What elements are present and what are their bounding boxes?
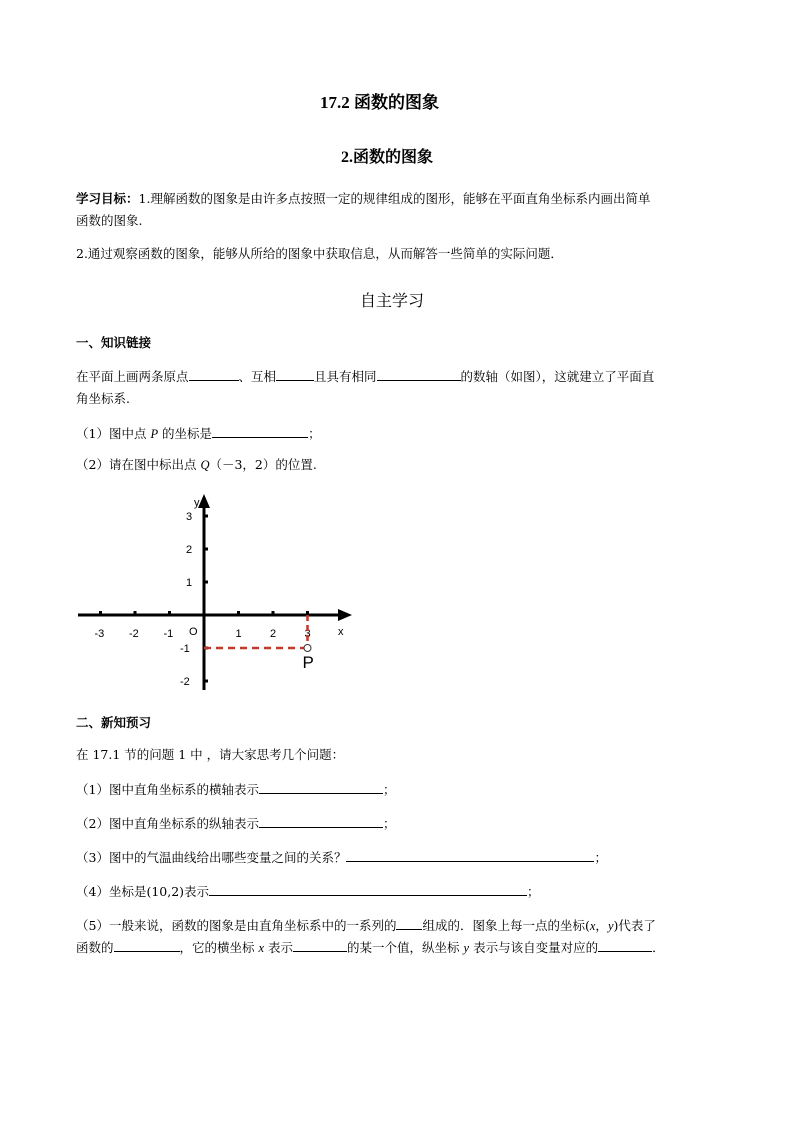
part2-question-3 [76,848,607,866]
text-segment: 的数轴（如图），这就建立了平面直 [460,369,655,384]
learning-goal-1-text: 1.理解函数的图象是由许多点按照一定的规律组成的图形，能够在平面直角坐标系内画出简单 [138,191,651,206]
part2-heading: 二、新知预习 [76,715,152,730]
page-title: 17.2 函数的图象 [320,93,439,112]
text-segment: （1）图中直角坐标系的横轴表示 [76,782,259,797]
x-tick-label: -1 [163,628,174,640]
coordinate-graph[interactable] [70,490,370,695]
var-x: x [258,941,265,955]
x-tick-label: 3 [304,628,311,640]
x-tick-label: 1 [235,628,242,640]
text-segment: 表示 [264,940,294,955]
text-segment: 、互相 [238,369,277,384]
text-segment: （5）一般来说，函数的图象是由直角坐标系中的一系列的 [76,918,397,933]
text-segment: ，它的横坐标 [179,940,259,955]
answer-blank[interactable] [293,939,347,952]
x-tick-label: -2 [129,628,139,640]
var-y: y [607,919,614,933]
learning-goal-1-cont: 函数的图象. [76,213,143,228]
section-title: 自主学习 [360,291,425,310]
point-q-var: Q [200,458,210,472]
answer-blank[interactable] [209,883,527,896]
y-tick-label: 3 [186,511,193,523]
text-segment: ； [527,884,540,899]
part2-intro: 在 17.1 节的问题 1 中 ，请大家思考几个问题： [76,747,345,762]
text-segment: )代表了 [613,918,656,933]
y-tick-label: 2 [186,544,193,556]
learning-goal-2: 2.通过观察函数的图象，能够从所给的图象中获取信息，从而解答一些简单的实际问题． [76,246,563,261]
y-tick-label: 1 [186,577,193,589]
answer-blank[interactable] [259,815,383,828]
origin-label: O [189,626,198,638]
text-segment: ， [595,918,608,933]
text-segment: ； [594,850,607,865]
text-segment: （4）坐标是(10,2)表示 [76,884,210,899]
x-axis-arrow [338,609,352,621]
x-tick-label: -3 [94,628,105,640]
part1-line1 [76,367,654,385]
text-segment: 表示与该自变量对应的 [469,940,599,955]
page-subtitle: 2.函数的图象 [341,149,434,166]
text-segment: （－3，2）的位置. [209,457,317,472]
answer-blank[interactable] [189,368,239,381]
x-tick-label: 2 [270,628,277,640]
point-p-marker [304,645,311,652]
text-segment: ； [382,782,396,797]
text-segment: （3）图中的气温曲线给出哪些变量之间的关系？ [76,850,347,865]
answer-blank[interactable] [259,781,383,794]
text-segment: （2）图中直角坐标系的纵轴表示 [76,816,259,831]
text-segment: 组成的．图象上每一点的坐标( [422,918,590,933]
answer-blank[interactable] [212,425,308,438]
point-layer [204,615,314,672]
y-tick-label: -2 [180,676,190,688]
part2-question-5-cont [76,938,665,956]
text-segment: ； [382,816,396,831]
y-axis-label: y [194,497,200,509]
part2-question-4 [76,882,540,900]
learning-goal-label: 学习目标： [76,191,139,206]
var-y: y [463,941,470,955]
answer-blank[interactable] [377,368,461,381]
part1-heading: 一、知识链接 [76,335,152,350]
text-segment: （1）图中点 [76,426,151,441]
y-axis-arrow [198,494,210,508]
part1-question-1 [76,424,321,442]
answer-blank[interactable] [276,368,314,381]
text-segment: 的坐标是 [158,426,213,441]
answer-blank[interactable] [346,849,594,862]
point-p-var: P [150,427,159,441]
answer-blank[interactable] [114,939,180,952]
text-segment: 函数的 [76,940,114,955]
part1-line2: 角坐标系. [76,391,130,406]
var-x: x [589,919,596,933]
text-segment: （2）请在图中标出点 [76,457,201,472]
answer-blank[interactable] [598,939,652,952]
text-segment: ． [652,940,665,955]
text-segment: 在平面上画两条原点 [76,369,189,384]
x-axis-label: x [338,626,344,638]
text-segment: 的某一个值，纵坐标 [347,940,464,955]
part2-question-2 [76,814,395,832]
part2-question-1 [76,780,395,798]
text-segment: 且具有相同 [314,369,377,384]
learning-goal-1 [76,189,650,207]
point-p-label: P [302,653,314,672]
answer-blank[interactable] [396,917,422,930]
part2-question-5 [76,916,656,934]
text-segment: ； [308,426,321,441]
y-tick-label: -1 [180,643,190,655]
part1-question-2 [76,455,317,473]
